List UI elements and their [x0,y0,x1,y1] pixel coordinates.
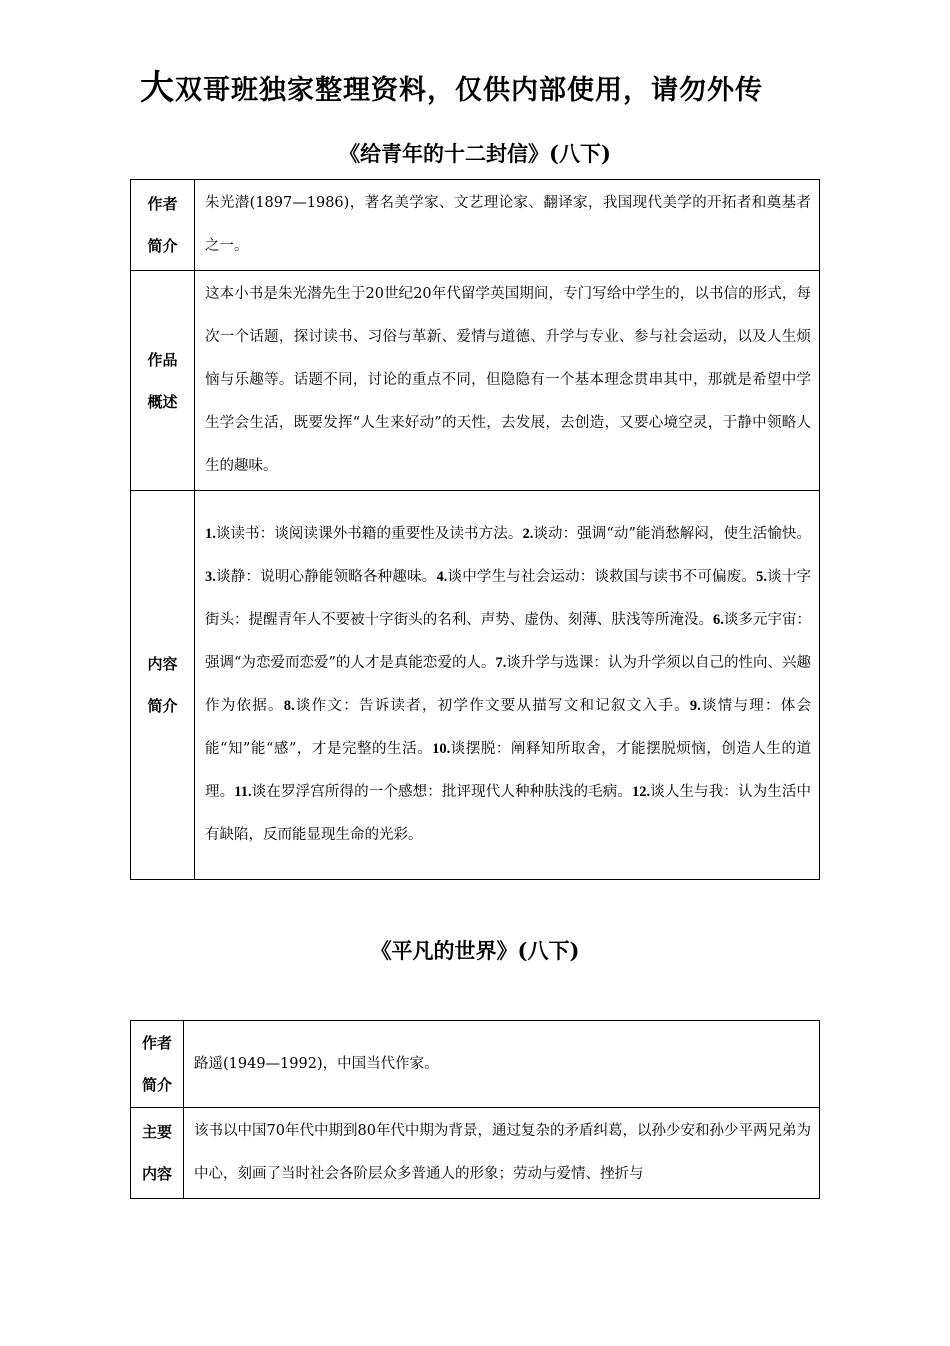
label-line: 简介 [147,237,178,255]
letter-text: 谈摆脱：阐释知所取舍，才能摆脱烦恼，创造人生的道理。 [205,741,811,800]
letter-num: 10. [432,741,451,757]
book2-table [130,1020,820,1199]
letter-num: 4. [436,569,448,585]
letter-num: 7. [495,655,507,671]
letter-text: 谈读书：谈阅读课外书籍的重要性及读书方法。 [215,526,523,542]
letter-text: 谈作文：告诉读者，初学作文要从描写文和记叙文入手。 [294,698,690,714]
letter-num: 6. [713,612,724,628]
book2-main-label [131,1108,184,1199]
letter-num: 1. [205,526,216,542]
book1-author-label [131,180,195,271]
label-line: 简介 [141,1076,172,1094]
letter-num: 3. [205,569,216,585]
book1-letters [195,491,820,880]
book1-overview-row [131,271,820,491]
book1-author-row [131,180,820,271]
label-line: 作者 [141,1034,172,1052]
letter-num: 2. [522,526,534,542]
letter-text: 谈动：强调“动”能消愁解闷，使生活愉快。 [533,526,812,542]
letter-num: 12. [632,784,651,800]
book1-content-label [131,491,195,880]
letter-num: 8. [283,698,295,714]
book1-author-text: 朱光潜(1897—1986)，著名美学家、文艺理论家、翻译家，我国现代美学的开拓者和奠基者之一。 [195,180,820,271]
letter-text: 谈人生与我：认为生活中有缺陷，反而能显现生命的光彩。 [205,784,812,843]
header-banner [140,60,840,109]
letter-text: 谈静：说明心静能领略各种趣味。 [215,569,437,585]
header-first-char: 大 [140,68,175,108]
letter-text: 谈十字街头：提醒青年人不要被十字街头的名利、声势、虚伪、刻薄、肤浅等所淹没。 [205,569,812,628]
letter-text: 谈情与理：体会能“知”能“感”，才是完整的生活。 [205,698,812,757]
label-line: 作品 [147,350,178,369]
letter-text: 谈升学与选课：认为升学须以自己的性向、兴趣作为依据。 [205,655,812,714]
book1-overview-label [131,271,195,491]
book1-overview-text: 这本小书是朱光潜先生于20世纪20年代留学英国期间，专门写给中学生的，以书信的形式，每次一个话题，探讨读书、习俗与革新、爱情与道德、升学与专业、参与社会运动，以及人生烦恼与乐趣等。话题不同，讨论的重点不同，但隐隐有一个基本理念贯串其中，那就是希望中学生学会生活，既要发挥“人生来好动”的天性，去发展，去创造，又要心境空灵，于静中领略人生的趣味。 [195,271,820,491]
letter-num: 9. [689,698,701,714]
letter-num: 11. [234,784,252,800]
book2-author-row [131,1021,820,1108]
label-line: 内容 [147,655,178,673]
label-line: 内容 [141,1165,172,1183]
letter-text: 谈在罗浮宫所得的一个感想：批评现代人种种肤浅的毛病。 [251,784,632,800]
header-text: 双哥班独家整理资料，仅供内部使用，请勿外传 [175,75,763,106]
book2-author-text: 路遥(1949—1992)，中国当代作家。 [184,1021,820,1108]
label-line: 作者 [147,195,178,213]
book2-title: 《平凡的世界》(八下) [370,938,580,963]
label-line: 主要 [141,1123,172,1141]
label-line: 概述 [147,392,178,411]
book2-main-row [131,1108,820,1199]
letter-text: 谈中学生与社会运动：谈救国与读书不可偏废。 [447,569,757,585]
book2-author-label [131,1021,184,1108]
letter-num: 5. [756,569,767,585]
book1-content-row [131,491,820,880]
letter-text: 谈多元宇宙：强调“为恋爱而恋爱”的人才是真能恋爱的人。 [205,612,811,671]
book1-title: 《给青年的十二封信》(八下) [339,141,611,166]
label-line: 简介 [147,697,178,715]
book2-main-text: 该书以中国70年代中期到80年代中期为背景，通过复杂的矛盾纠葛，以孙少安和孙少平两兄弟为中心，刻画了当时社会各阶层众多普通人的形象；劳动与爱情、挫折与 [184,1108,820,1199]
book1-table [130,179,820,880]
